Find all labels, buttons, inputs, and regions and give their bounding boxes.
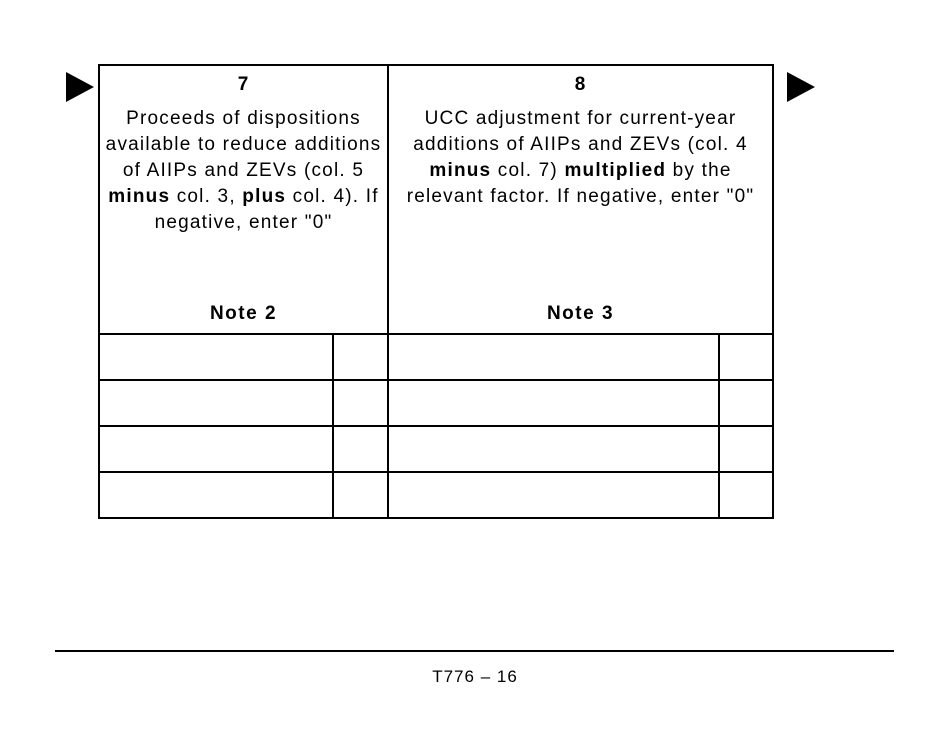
note-label: Note 3 (546, 303, 615, 324)
col8-cents-cell[interactable] (719, 426, 773, 472)
col8-amount-cell[interactable] (388, 472, 719, 518)
col8-amount-cell[interactable] (388, 380, 719, 426)
note-label: Note 2 (209, 303, 278, 324)
col8-cents-cell[interactable] (719, 380, 773, 426)
col7-amount-cell[interactable] (99, 426, 333, 472)
col8-amount-cell[interactable] (388, 426, 719, 472)
col7-amount-cell[interactable] (99, 472, 333, 518)
col7-cents-cell[interactable] (333, 426, 388, 472)
col7-amount-cell[interactable] (99, 380, 333, 426)
column-7-header (99, 65, 388, 334)
column-description: UCC adjustment for current-year additions of AIIPs and ZEVs (col. 4 minus col. 7) multiplied by the relevant factor. If negative, enter "0" (406, 108, 755, 207)
col8-cents-cell[interactable] (719, 334, 773, 380)
form-table (98, 64, 774, 519)
table-row (99, 334, 773, 380)
table-row (99, 380, 773, 426)
col7-cents-cell[interactable] (333, 472, 388, 518)
arrow-right-icon-right (787, 72, 815, 102)
table-row (99, 472, 773, 518)
col7-cents-cell[interactable] (333, 334, 388, 380)
col8-amount-cell[interactable] (388, 334, 719, 380)
entry-rows (99, 334, 773, 518)
footer-rule (55, 650, 894, 652)
col7-cents-cell[interactable] (333, 380, 388, 426)
arrow-right-icon-left (66, 72, 94, 102)
column-number: 7 (237, 74, 250, 95)
col7-amount-cell[interactable] (99, 334, 333, 380)
column-number: 8 (574, 74, 587, 95)
col8-cents-cell[interactable] (719, 472, 773, 518)
column-8-header (388, 65, 773, 334)
column-description: Proceeds of dispositions available to reduce additions of AIIPs and ZEVs (col. 5 minus col. 3, plus col. 4). If negative, enter "0" (105, 108, 382, 233)
table-row (99, 426, 773, 472)
page-number: T776 – 16 (432, 667, 518, 686)
